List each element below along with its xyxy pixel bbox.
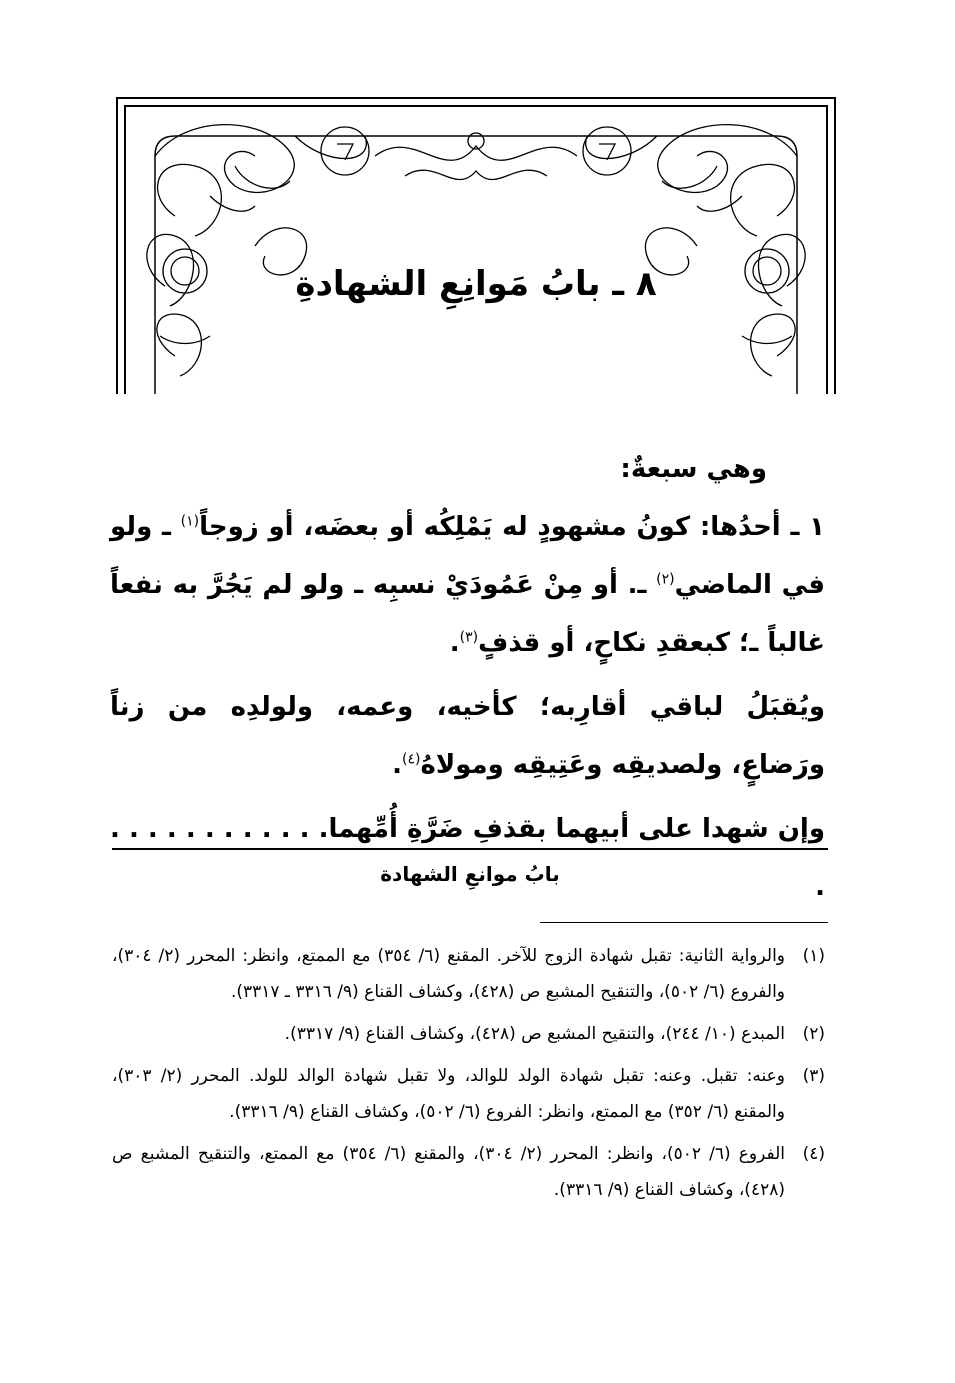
footnote-ref-3[interactable]: (٣) xyxy=(459,629,479,646)
footnote-text: وعنه: تقبل. وعنه: تقبل شهادة الولد للوالد، ولا تقبل شهادة الوالد للولد. المحرر (٢/ ٣٠٣)، والمقنع (٦/ ٣٥٢) مع الممتع، وانظر: الفروع (٦/ ٥٠٢)، وكشاف القناع (٩/ ٣٣١٦). xyxy=(112,1066,785,1122)
footnote-item xyxy=(112,1016,825,1052)
paragraph-2-part-a: ويُقبَلُ لباقي أقارِبه؛ كأخيه، وعمه، ولولدِه من زناً ورَضاعٍ، ولصديقِه وعَتِيقِه ومولاهُ xyxy=(110,692,825,780)
footnote-text: المبدع (١٠/ ٢٤٤)، والتنقيح المشبع ص (٤٢٨)، وكشاف القناع (٩/ ٣٣١٧). xyxy=(284,1024,785,1044)
paragraph-1-part-c: ـ. أو مِنْ عَمُودَيْ نسبِه ـ ولو لم يَجُرَّ به نفعاً غالباً ـ؛ كبعقدِ نكاحٍ، أو قذفٍ xyxy=(110,570,825,658)
paragraph-2-part-b: . xyxy=(392,750,403,780)
main-divider xyxy=(112,848,828,850)
main-text xyxy=(110,440,825,916)
paragraph-1-part-a: ١ ـ أحدُها: كونُ مشهودٍ له يَمْلِكُه أو بعضَه، أو زوجاً xyxy=(199,512,825,542)
footnote-number: (١) xyxy=(802,946,825,966)
footnote-ref-1[interactable]: (١) xyxy=(180,513,200,530)
paragraph-1 xyxy=(110,498,825,672)
footnote-number: (٣) xyxy=(802,1066,825,1086)
chapter-title: ٨ ـ بابُ مَوانِعِ الشهادةِ xyxy=(295,264,657,304)
paragraph-1-part-b: ـ ولو في الماضي xyxy=(110,512,825,600)
footnotes xyxy=(112,938,825,1214)
footnote-text: والرواية الثانية: تقبل شهادة الزوج للآخر. المقنع (٦/ ٣٥٤) مع الممتع، وانظر: المحرر (٢/ ٣٠٤)، والفروع (٦/ ٥٠٢)، والتنقيح المشبع ص (٤٢٨)، وكشاف القناع (٩/ ٣٣١٦ ـ ٣٣١٧). xyxy=(112,946,786,1002)
footnote-item xyxy=(112,1058,825,1130)
commentary-heading: بابُ موانعِ الشهادة xyxy=(380,862,560,886)
footnote-number: (٤) xyxy=(802,1144,825,1164)
ornamental-frame xyxy=(115,96,837,396)
footnote-ref-4[interactable]: (٤) xyxy=(402,751,421,768)
paragraph-1-part-d: . xyxy=(449,628,460,658)
intro-line: وهي سبعةٌ: xyxy=(620,454,767,484)
footnote-ref-2[interactable]: (٢) xyxy=(656,571,675,588)
footnote-item xyxy=(112,1136,825,1208)
footnote-number: (٢) xyxy=(802,1024,825,1044)
ornament-border-icon xyxy=(115,96,837,396)
paragraph-2 xyxy=(110,678,825,794)
footnote-divider xyxy=(540,922,828,923)
paragraph-3: وإن شهدا على أبيهما بقذفِ ضَرَّةِ أُمِّهما. . . . . . . . . . . . . xyxy=(110,814,825,902)
footnote-text: الفروع (٦/ ٥٠٢)، وانظر: المحرر (٢/ ٣٠٤)، والمقنع (٦/ ٣٥٤) مع الممتع، والتنقيح المشبع ص (٤٢٨)، وكشاف القناع (٩/ ٣٣١٦). xyxy=(112,1144,785,1200)
footnote-item xyxy=(112,938,825,1010)
